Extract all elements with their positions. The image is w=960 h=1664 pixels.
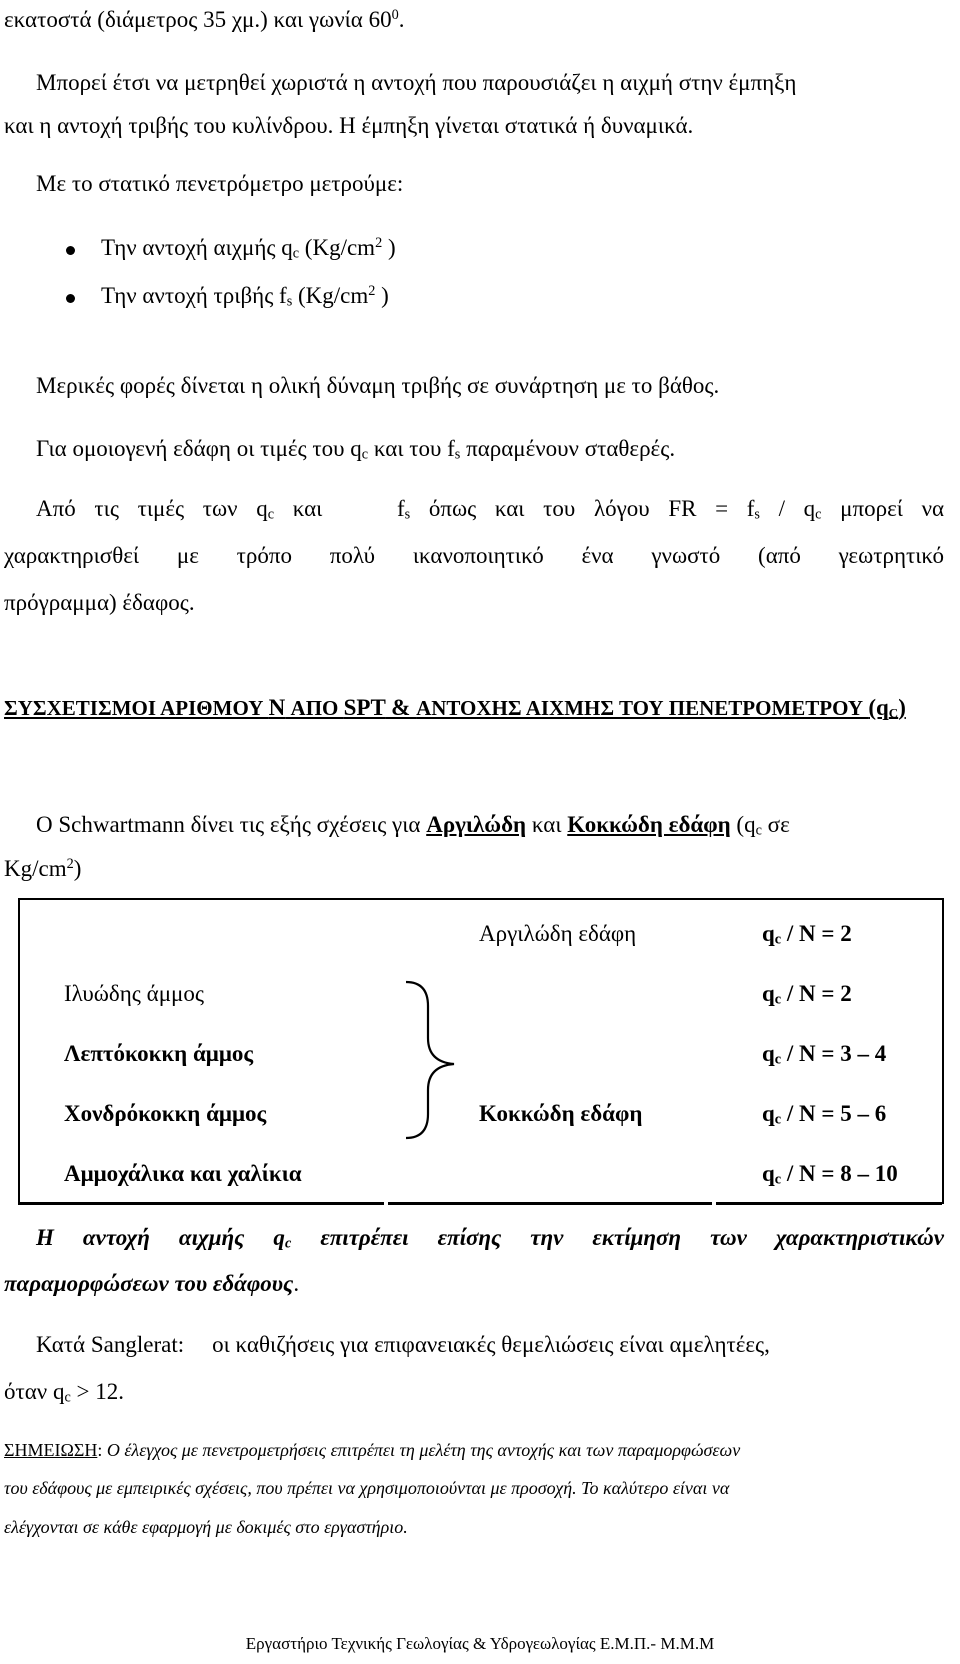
bullet-item-tip-resistance: Την αντοχή αιχμής $q_c$ ($Kg/cm^2$ ) xyxy=(101,235,396,262)
note-line-1: ΣΗΜΕΙΩΣΗ: Ο έλεγχος με πενετρομετρήσεις επιτρέπει τη μελέτη της αντοχής και των παραμορφώσεων xyxy=(4,1440,741,1460)
sanglerat-sentence-line-2: όταν $q_c > 12$. xyxy=(4,1379,125,1406)
table-row-ratio: $q_c / N = 3 - 4$ xyxy=(762,1041,887,1068)
bullet-item-friction-resistance: Την αντοχή τριβής $f_s$ ($Kg/cm^2$ ) xyxy=(101,283,389,310)
table-bottom-border xyxy=(716,1202,942,1205)
deformation-sentence-line-2: παραμορφώσεων του εδάφους. xyxy=(4,1271,300,1296)
sanglerat-sentence: Κατά Sanglerat: οι καθιζήσεις για επιφανειακές θεμελιώσεις είναι αμελητέες, xyxy=(36,1332,770,1357)
table-row-soil: Λεπτόκοκκη άμμος xyxy=(64,1041,254,1066)
table-row-ratio: $q_c / N = 2$ xyxy=(762,981,852,1008)
paragraph-1-line-1: Μπορεί έτσι να μετρηθεί χωριστά η αντοχή που παρουσιάζει η αιχμή στην έμπηξη xyxy=(36,70,797,95)
fr-paragraph-line-2: χαρακτηρισθεί με τρόπο πολύ ικανοποιητικό ένα γνωστό (από γεωτρητικό xyxy=(4,543,944,568)
clay-soils-label: Αργιλώδη εδάφη xyxy=(479,921,637,946)
homogeneous-soils-sentence: Για ομοιογενή εδάφη οι τιμές του $q_c$ και του $f_s$ παραμένουν σταθερές. xyxy=(36,436,676,463)
granular-soils-label: Κοκκώδη εδάφη xyxy=(479,1101,643,1126)
table-row-soil: Αμμοχάλικα και χαλίκια xyxy=(64,1161,302,1186)
friction-sentence: Μερικές φορές δίνεται η ολική δύναμη τριβής σε συνάρτηση με το βάθος. xyxy=(36,373,720,398)
static-penetrometer-intro: Με το στατικό πενετρόμετρο μετρούμε: xyxy=(36,171,404,196)
fr-paragraph-line-1: Από τις τιμές των $q_c$ και $f_s$ όπως και του λόγου FR = $f_s / q_c$ μπορεί να xyxy=(36,496,945,523)
table-row-ratio: $q_c / N = 8 - 10$ xyxy=(762,1161,898,1188)
correlation-table xyxy=(18,898,944,1204)
note-line-2: του εδάφους με εμπειρικές σχέσεις, που πρέπει να χρησιμοποιούνται με προσοχή. Το καλύτερο είναι να xyxy=(4,1478,730,1498)
note-line-3: ελέγχονται σε κάθε εφαρμογή με δοκιμές στο εργαστήριο. xyxy=(4,1517,408,1537)
table-bottom-border xyxy=(18,1202,384,1205)
fr-paragraph-line-3: πρόγραμμα) έδαφος. xyxy=(4,590,195,615)
table-row-soil: Ιλυώδης άμμος xyxy=(64,981,204,1006)
table-bottom-border xyxy=(388,1202,712,1205)
table-row-ratio: $q_c / N = 5 - 6$ xyxy=(762,1101,887,1128)
schwartmann-sentence-line-2: $Kg/cm^2$) xyxy=(4,856,82,881)
paragraph-1-line-2: και η αντοχή τριβής του κυλίνδρου. Η έμπηξη γίνεται στατικά ή δυναμικά. xyxy=(4,113,694,138)
bullet-1-icon xyxy=(66,246,75,255)
deformation-sentence-line-1: Η αντοχή αιχμής $q_c$ επιτρέπει επίσης την εκτίμηση των χαρακτηριστικών xyxy=(36,1225,944,1252)
page-footer: Εργαστήριο Τεχνικής Γεωλογίας & Υδρογεωλογίας Ε.Μ.Π.- Μ.Μ.Μ xyxy=(245,1634,715,1653)
schwartmann-sentence: O Schwartmann δίνει τις εξής σχέσεις για Αργιλώδη και Κοκκώδη εδάφη ($q_c$ σε xyxy=(36,812,790,839)
bullet-2-icon xyxy=(66,294,75,303)
table-row-soil: Χονδρόκοκκη άμμος xyxy=(64,1101,267,1126)
curly-brace-icon xyxy=(400,976,460,1144)
intro-line: εκατοστά (διάμετρος 35 χμ.) και γωνία $60^0$. xyxy=(4,7,405,32)
section-heading: ΣΥΣΧΕΤΙΣΜΟΙ ΑΡΙΘΜΟΥ N ΑΠΟ SPT & ΑΝΤΟΧΗΣ ΑΙΧΜΗΣ ΤΟΥ ΠΕΝΕΤΡΟΜΕΤΡΟΥ $(q_C)$ xyxy=(4,695,906,721)
table-row-ratio: $q_c / N = 2$ xyxy=(762,921,852,948)
